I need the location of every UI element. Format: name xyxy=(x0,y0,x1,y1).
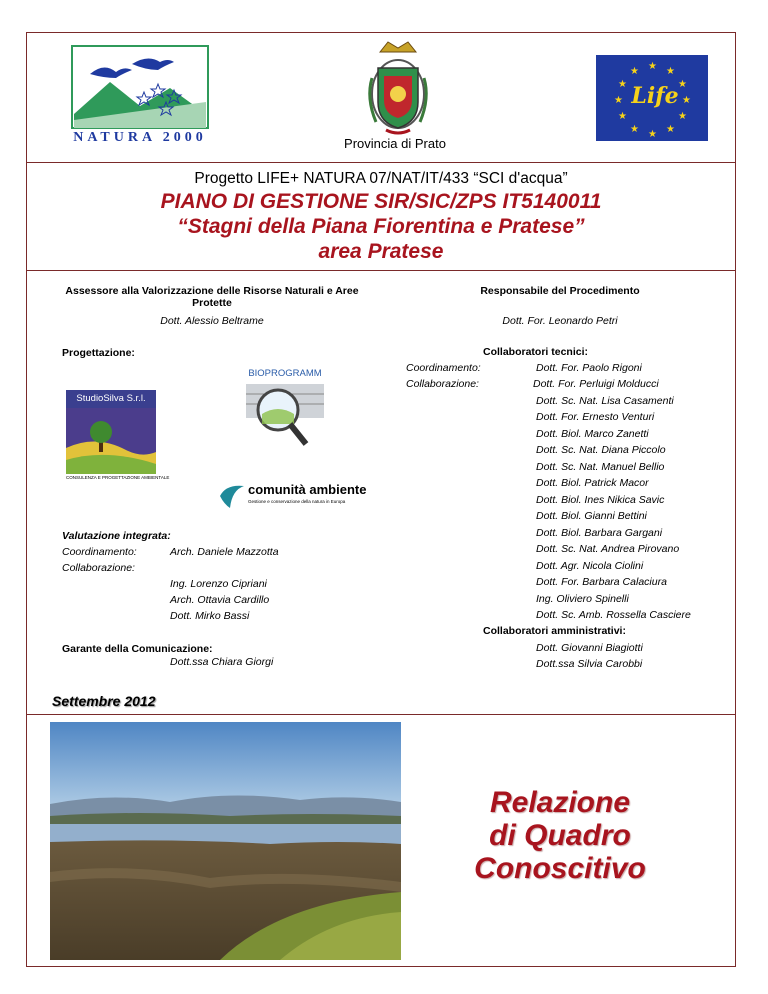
natura2000-logo xyxy=(70,44,210,152)
plan-subtitle: “Stagni della Piana Fiorentina e Pratese” xyxy=(177,215,585,238)
collab-name-right: Dott. Sc. Amb. Rossella Casciere xyxy=(536,609,691,621)
svg-text:★: ★ xyxy=(648,129,657,140)
collab-name-right: Dott. Biol. Patrick Macor xyxy=(536,477,649,489)
date-label: Settembre 2012 xyxy=(52,693,156,709)
garante-label: Garante della Comunicazione: xyxy=(62,643,213,655)
svg-text:★: ★ xyxy=(682,95,691,106)
report-title-line: Relazione xyxy=(489,786,631,819)
report-title-line: Conoscitivo xyxy=(474,852,646,885)
collab-name-left: Ing. Lorenzo Cipriani xyxy=(170,578,267,590)
amministrativi-label: Collaboratori amministrativi: xyxy=(483,625,626,637)
bioprogramm-logo xyxy=(240,368,330,456)
studiosilva-text: StudioSilva S.r.l. xyxy=(66,390,156,408)
garante-name: Dott.ssa Chiara Giorgi xyxy=(170,656,274,668)
svg-text:★: ★ xyxy=(618,111,627,122)
svg-text:★: ★ xyxy=(630,124,639,135)
responsabile-title: Responsabile del Procedimento xyxy=(480,285,640,297)
assessore-title: Assessore alla Valorizzazione delle Risorse Naturali e Aree Protette xyxy=(65,285,359,309)
collab-name-right: Dott. Sc. Nat. Diana Piccolo xyxy=(536,444,666,456)
collab-name-left: Dott. Mirko Bassi xyxy=(170,610,250,622)
collab-name-right: Dott. Biol. Gianni Bettini xyxy=(536,510,647,522)
amministrativi-name: Dott. Giovanni Biagiotti xyxy=(536,642,643,654)
collab-label-left: Collaborazione: xyxy=(62,562,135,574)
collab-name-right: Dott. For. Perluigi Molducci xyxy=(533,378,659,390)
svg-text:★: ★ xyxy=(630,66,639,77)
bioprogramm-text: BIOPROGRAMM xyxy=(248,368,322,379)
collab-name-right: Dott. Agr. Nicola Ciolini xyxy=(536,560,644,572)
report-title-line: di Quadro xyxy=(489,819,631,852)
svg-text:★: ★ xyxy=(678,79,687,90)
collab-name-right: Dott. For. Barbara Calaciura xyxy=(536,576,667,588)
valutazione-label: Valutazione integrata: xyxy=(62,530,171,542)
plan-area: area Pratese xyxy=(318,240,444,263)
svg-text:★: ★ xyxy=(648,61,657,72)
collab-name-right: Ing. Oliviero Spinelli xyxy=(536,593,629,605)
studiosilva-caption: CONSULENZA E PROGETTAZIONE AMBIENTALE xyxy=(66,475,170,480)
report-title xyxy=(440,786,680,885)
collab-name-right: Dott. Biol. Barbara Gargani xyxy=(536,527,663,539)
amministrativi-name: Dott.ssa Silvia Carobbi xyxy=(536,658,643,670)
svg-text:★: ★ xyxy=(666,66,675,77)
svg-text:★: ★ xyxy=(614,95,623,106)
divider-title xyxy=(26,270,736,271)
coord-name-right: Dott. For. Paolo Rigoni xyxy=(536,362,642,374)
wetland-photo xyxy=(50,722,401,960)
collab-name-right: Dott. For. Ernesto Venturi xyxy=(536,411,655,423)
collab-name-right: Dott. Sc. Nat. Manuel Bellio xyxy=(536,461,665,473)
progettazione-label: Progettazione: xyxy=(62,347,135,359)
provincia-label: Provincia di Prato xyxy=(344,136,446,151)
divider-header xyxy=(26,162,736,163)
svg-text:★: ★ xyxy=(678,111,687,122)
divider-bottom xyxy=(26,714,736,715)
collab-name-left: Arch. Ottavia Cardillo xyxy=(170,594,270,606)
provincia-coat-of-arms xyxy=(362,38,434,138)
coord-label-right: Coordinamento: xyxy=(406,362,481,374)
responsabile-name: Dott. For. Leonardo Petri xyxy=(502,315,618,327)
collab-name-right: Dott. Biol. Marco Zanetti xyxy=(536,428,649,440)
collab-name-right: Dott. Sc. Nat. Lisa Casamenti xyxy=(536,395,674,407)
natura2000-text: NATURA 2000 xyxy=(73,130,207,145)
studiosilva-logo xyxy=(66,390,170,482)
coord-label-left: Coordinamento: xyxy=(62,546,137,558)
comunita-ambiente-logo xyxy=(218,480,367,512)
collab-name-right: Dott. Sc. Nat. Andrea Pirovano xyxy=(536,543,680,555)
coord-name-left: Arch. Daniele Mazzotta xyxy=(170,546,279,558)
tecnici-label: Collaboratori tecnici: xyxy=(483,346,589,358)
svg-text:★: ★ xyxy=(666,124,675,135)
assessore-name: Dott. Alessio Beltrame xyxy=(160,315,264,327)
eu-life-logo xyxy=(596,55,708,141)
project-line: Progetto LIFE+ NATURA 07/NAT/IT/433 “SCI d'acqua” xyxy=(194,170,568,187)
life-text: Life xyxy=(631,83,679,109)
plan-title: PIANO DI GESTIONE SIR/SIC/ZPS IT5140011 xyxy=(160,190,602,213)
svg-text:★: ★ xyxy=(618,79,627,90)
collab-name-right: Dott. Biol. Ines Nikica Savic xyxy=(536,494,665,506)
comunita-caption: Gestione e conservazione della natura in Europa xyxy=(248,499,346,504)
collab-label-right: Collaborazione: xyxy=(406,378,479,390)
comunita-text: comunità ambiente xyxy=(248,482,367,497)
